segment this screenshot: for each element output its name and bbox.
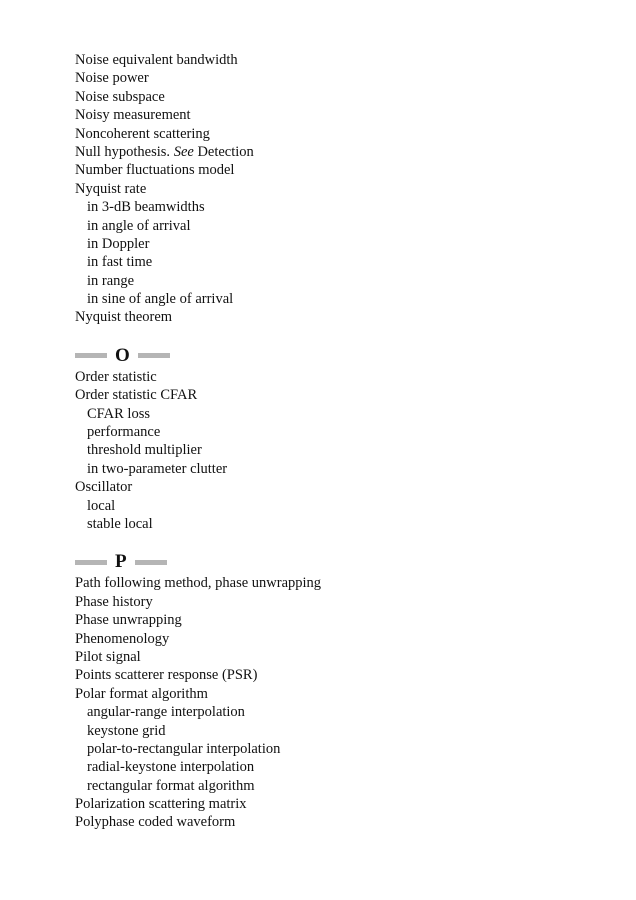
- index-entry: [75, 593, 321, 611]
- section-bar-right: [135, 560, 167, 565]
- index-subentry: [75, 272, 321, 290]
- index-subentry: [75, 740, 321, 758]
- cross-reference-target: Detection: [193, 143, 254, 160]
- index-subentry: [75, 497, 321, 515]
- see-reference: See: [173, 143, 194, 160]
- entry-text: Phenomenology: [75, 630, 170, 647]
- entry-text: Nyquist theorem: [75, 309, 173, 326]
- index-entry: [75, 88, 321, 106]
- entry-text: Number fluctuations model: [75, 162, 235, 179]
- index-entry: [75, 106, 321, 124]
- index-subentry: [75, 703, 321, 721]
- entry-text: in two-parameter clutter: [87, 460, 228, 477]
- index-entry: [75, 478, 321, 496]
- index-subentry: [75, 441, 321, 459]
- index-entry: [75, 630, 321, 648]
- section-header-p: [75, 551, 321, 573]
- entry-text: Polar format algorithm: [75, 685, 208, 702]
- index-entry: [75, 666, 321, 684]
- index-entry: [75, 368, 321, 386]
- index-subentry: [75, 460, 321, 478]
- entry-text: keystone grid: [87, 722, 166, 739]
- entry-text: Pilot signal: [75, 648, 141, 665]
- index-entry: [75, 161, 321, 179]
- entry-text: performance: [87, 424, 161, 441]
- index-entry: [75, 51, 321, 69]
- entry-text: in angle of arrival: [87, 217, 191, 234]
- entry-text: Phase unwrapping: [75, 612, 182, 629]
- index-subentry: [75, 758, 321, 776]
- entry-text: Path following method, phase unwrapping: [75, 575, 322, 592]
- index-subentry: [75, 722, 321, 740]
- entry-text: Noise equivalent bandwidth: [75, 52, 238, 68]
- entry-text: Nyquist rate: [75, 180, 147, 197]
- entry-text: radial-keystone interpolation: [87, 759, 255, 776]
- entry-text: threshold multiplier: [87, 442, 202, 459]
- index-subentry: [75, 198, 321, 216]
- index-subentry: [75, 405, 321, 423]
- section-header-o: [75, 345, 321, 367]
- index-subentry: [75, 423, 321, 441]
- entry-text: CFAR loss: [87, 405, 150, 422]
- section-letter: P: [115, 551, 127, 573]
- index-subentry: [75, 290, 321, 308]
- index-entry: [75, 574, 321, 592]
- index-entry: [75, 69, 321, 87]
- entry-text: local: [87, 497, 116, 514]
- index-entry: [75, 125, 321, 143]
- section-letter: O: [115, 344, 130, 366]
- entry-text: Order statistic: [75, 368, 157, 385]
- entry-text: in fast time: [87, 254, 153, 271]
- entry-text: Noisy measurement: [75, 107, 191, 124]
- index-entry: [75, 308, 321, 326]
- entry-text: Noise subspace: [75, 88, 165, 105]
- index-subentry: [75, 515, 321, 533]
- index-entry: [75, 386, 321, 404]
- index-subentry: [75, 217, 321, 235]
- entry-text: Phase history: [75, 593, 153, 610]
- entry-text: polar-to-rectangular interpolation: [87, 740, 281, 757]
- index-entry: [75, 611, 321, 629]
- index-subentry: [75, 253, 321, 271]
- index-subentry: [75, 777, 321, 795]
- entry-text: in range: [87, 272, 135, 289]
- entry-text: in sine of angle of arrival: [87, 291, 234, 308]
- entry-text: angular-range interpolation: [87, 704, 245, 721]
- entry-text: rectangular format algorithm: [87, 777, 255, 794]
- section-bar-left: [75, 353, 107, 358]
- index-entry: [75, 180, 321, 198]
- index-entry: [75, 685, 321, 703]
- entry-text: Order statistic CFAR: [75, 387, 198, 404]
- entry-text: in 3-dB beamwidths: [87, 199, 205, 216]
- entry-text: Noise power: [75, 70, 149, 87]
- entry-text: Polyphase coded waveform: [75, 814, 236, 831]
- index-entry: [75, 795, 321, 813]
- index-entry: [75, 648, 321, 666]
- entry-text: Points scatterer response (PSR): [75, 667, 258, 684]
- entry-text: Polarization scattering matrix: [75, 796, 247, 813]
- section-bar-right: [138, 353, 170, 358]
- entry-text: Noncoherent scattering: [75, 125, 210, 142]
- entry-text: Null hypothesis.: [75, 143, 174, 160]
- entry-text: stable local: [87, 515, 153, 532]
- index-entry: [75, 813, 321, 831]
- section-bar-left: [75, 560, 107, 565]
- index-entries: [75, 51, 321, 832]
- index-entry: [75, 143, 321, 161]
- entry-text: in Doppler: [87, 235, 150, 252]
- index-subentry: [75, 235, 321, 253]
- entry-text: Oscillator: [75, 479, 133, 496]
